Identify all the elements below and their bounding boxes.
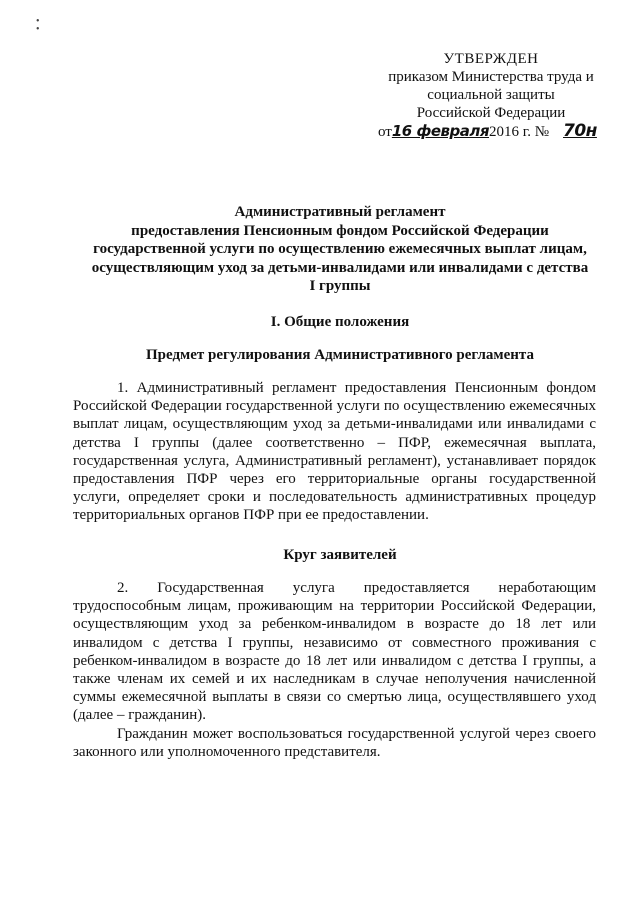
approval-stamp-block (376, 50, 606, 141)
approval-title: УТВЕРЖДЕН (443, 51, 539, 67)
paragraph-2: 2. Государственная услуга предоставляется неработающим трудоспособным лицам, проживающим на территории Российской Федерации, осуществляющим уход за ребенком-инвалидом в возрасте до 18 лет или инвалидом с детства I группы, независимо от совместного проживания с ребенком-инвалидом в возрасте до 18 лет или инвалидом с детства I группы, а также членам их семей и их наследникам в случае неполучения начисленной суммы ежемесячной выплаты в связи со смертью лица, осуществлявшего уход (далее – гражданин). (73, 580, 596, 724)
date-prefix: от (378, 124, 392, 140)
approval-date-line (376, 122, 606, 141)
section-heading: I. Общие положения (270, 314, 410, 330)
handwritten-number: 70н (563, 121, 597, 141)
regulation-title-line-4: осуществляющим уход за детьми-инвалидами или инвалидами с детства (91, 259, 589, 276)
regulation-title-line-1: Административный регламент (234, 204, 446, 220)
regulation-title-line-5: I группы (309, 278, 371, 294)
regulation-title (70, 203, 610, 296)
approval-line-2: социальной защиты (427, 87, 555, 103)
paragraph-3: Гражданин может воспользоваться государственной услугой через своего законного или уполномоченного представителя. (73, 726, 596, 761)
approval-line-1: приказом Министерства труда и (388, 69, 594, 85)
paragraph-1: 1. Административный регламент предоставления Пенсионным фондом Российской Федерации государственной услуги по осуществлению ежемесячных выплат лицам, осуществляющим уход за детьми-инвалидами или инвалидами с детства I группы (далее соответственно – ПФР, ежемесячная выплата, государственная услуга, Административный регламент), устанавливает порядок предоставления ПФР через его территориальные органы государственной услуги, определяет сроки и последовательность административных процедур территориальных органов ПФР при ее предоставлении. (73, 380, 596, 524)
approval-line-3: Российской Федерации (416, 105, 566, 121)
regulation-title-line-3: государственной услуги по осуществлению ежемесячных выплат лицам, (93, 241, 587, 257)
applicants-heading: Круг заявителей (283, 547, 397, 563)
scan-artifact-mark: • • (36, 16, 40, 35)
date-year: 2016 г. № (488, 124, 550, 140)
handwritten-date: 16 февраля (391, 122, 489, 140)
subject-heading: Предмет регулирования Административного регламента (146, 347, 534, 363)
regulation-title-line-2: предоставления Пенсионным фондом Российской Федерации (131, 222, 549, 239)
